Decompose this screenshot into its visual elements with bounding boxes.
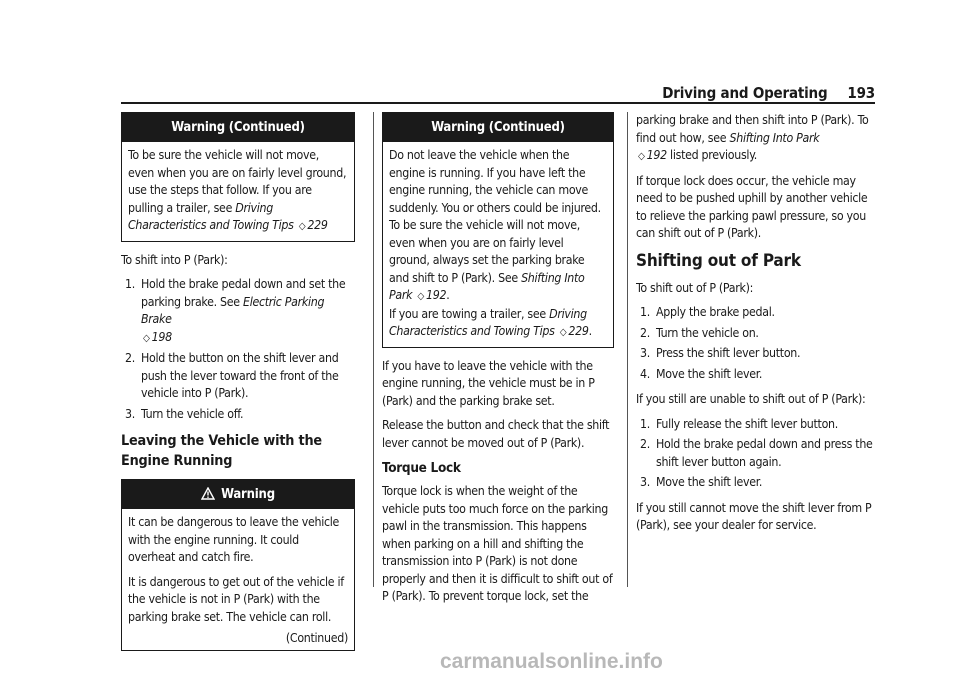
column-divider: [373, 112, 374, 587]
list-item: 2. Hold the brake pedal down and press the shift lever button again.: [640, 437, 873, 469]
steps-list: [121, 276, 355, 423]
continued-label: (Continued): [285, 631, 348, 645]
paragraph: Release the button and check that the shift lever cannot be moved out of P (Park).: [382, 418, 610, 450]
warning-box: [121, 479, 355, 651]
list-item: 3. Move the shift lever.: [640, 475, 763, 489]
list-item: 3. Turn the vehicle off.: [125, 406, 244, 421]
page-reference[interactable]: 229: [568, 324, 589, 338]
list-item: 3. Press the shift lever button.: [640, 346, 801, 360]
list-item: 1. Hold the brake pedal down and set the parking brake. See Electric Parking Brake ◇ 198: [125, 277, 346, 344]
page-ref-icon: ◇: [638, 151, 645, 162]
page-ref-icon: ◇: [417, 291, 425, 302]
warning-text: It can be dangerous to leave the vehicle with the engine running. It could overheat and catch fire.: [128, 515, 340, 564]
list-item: 1. Fully release the shift lever button.: [640, 416, 838, 431]
warning-text: Do not leave the vehicle when the engine is running. If you have left the engine running, the vehicle can move suddenly. You or others could be injured. To be sure the vehicle will not move, even when you are on fairly level ground, always set the parking brake and shift to P (Park). See Shifting Into Park ◇ 192. If you are towing a trailer, see Driving Characteristics and Towing Tips ◇ 229.: [389, 148, 601, 338]
header-rule: [121, 102, 875, 104]
page-reference[interactable]: 229: [307, 218, 328, 232]
warning-text: It is dangerous to get out of the vehicle if the vehicle is not in P (Park) with the parking brake set. The vehicle can roll.: [128, 574, 344, 624]
subsection-heading: Torque Lock: [382, 460, 461, 476]
page-reference[interactable]: 192: [426, 288, 447, 302]
paragraph: parking brake and then shift into P (Park). To find out how, see Shifting Into Park ◇ 192 listed previously.: [636, 113, 869, 162]
warning-triangle-icon: [201, 487, 215, 500]
paragraph: If you have to leave the vehicle with the engine running, the vehicle must be in P (Park) and the parking brake set.: [382, 358, 595, 408]
list-item: 2. Hold the button on the shift lever and push the lever toward the front of the vehicle into P (Park).: [125, 351, 339, 400]
paragraph: If torque lock does occur, the vehicle may need to be pushed uphill by another vehicle to relieve the parking pawl pressure, so you can shift out of P (Park).: [636, 173, 868, 240]
cross-reference-link[interactable]: Shifting Into Park: [389, 270, 585, 302]
warning-box-continued: [382, 112, 614, 348]
paragraph: If you still are unable to shift out of P (Park):: [636, 392, 866, 406]
page-number: 193: [847, 84, 875, 102]
list-item: 4. Move the shift lever.: [640, 366, 763, 381]
warning-title: Warning (Continued): [383, 113, 613, 142]
warning-box-continued: [121, 112, 355, 242]
section-heading: Shifting out of Park: [636, 250, 801, 271]
page-ref-icon: ◇: [559, 327, 567, 338]
watermark: carmanualsonline.info: [440, 650, 663, 673]
section-title: Driving and Operating: [662, 84, 828, 102]
list-item: 2. Turn the vehicle on.: [640, 325, 759, 340]
steps-list: [636, 304, 876, 383]
warning-text: To be sure the vehicle will not move, even when you are on fairly level ground, use the steps that follow. If you are pulling a trailer, see Driving Characteristics and Towing Tips ◇ 229: [128, 148, 347, 232]
warning-title: Warning: [221, 487, 275, 502]
column-divider: [627, 112, 628, 587]
cross-reference-link[interactable]: Driving Characteristics and Towing Tips: [128, 200, 294, 232]
page-ref-icon: ◇: [298, 221, 306, 232]
cross-reference-link[interactable]: Electric Parking Brake: [141, 294, 325, 326]
warning-title: Warning (Continued): [122, 113, 354, 142]
column-3: [636, 112, 876, 542]
page-reference[interactable]: 198: [151, 329, 172, 344]
running-header: [121, 84, 875, 104]
paragraph: Torque lock is when the weight of the vehicle puts too much force on the parking pawl in the transmission. This happens when parking on a hill and shifting the transmission into P (Park) is not done properly and then it is difficult to shift out of P (Park). To prevent torque lock, set the: [382, 484, 613, 603]
paragraph: To shift out of P (Park):: [636, 280, 754, 295]
page-reference[interactable]: 192: [646, 148, 667, 162]
column-2: [382, 112, 614, 613]
page-ref-icon: ◇: [143, 332, 150, 344]
list-item: 1. Apply the brake pedal.: [640, 305, 775, 319]
cross-reference-link[interactable]: Shifting Into Park: [729, 130, 820, 145]
cross-reference-link[interactable]: Driving Characteristics and Towing Tips: [389, 306, 587, 338]
paragraph: To shift into P (Park):: [121, 252, 228, 267]
section-heading: Leaving the Vehicle with the Engine Running: [121, 433, 322, 469]
steps-list: [636, 416, 876, 492]
paragraph: If you still cannot move the shift lever from P (Park), see your dealer for service.: [636, 500, 872, 532]
column-1: [121, 112, 355, 661]
